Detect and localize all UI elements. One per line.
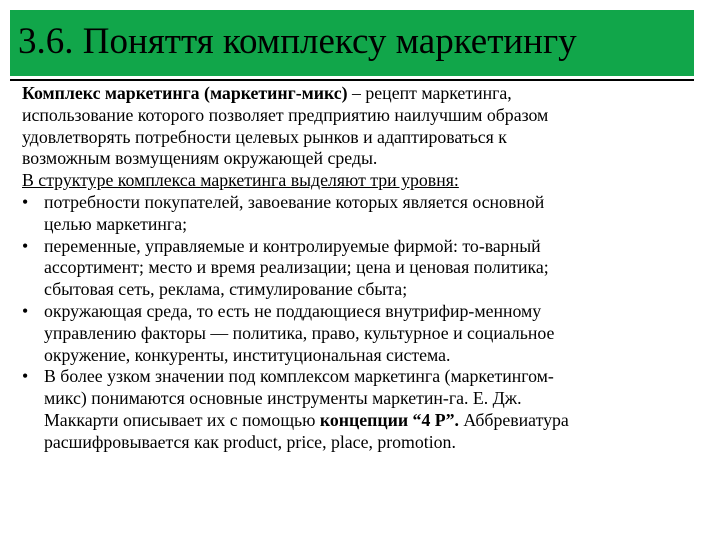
definition-line-3: удовлетворять потребности целевых рынков и адаптироваться к [22, 126, 507, 147]
title-banner [10, 10, 694, 76]
bullet-line: переменные, управляемые и контролируемые фирмой: то-варный [44, 235, 541, 256]
bullet-line: расшифровывается как product, price, place, promotion. [44, 431, 456, 452]
definition-paragraph [22, 83, 712, 170]
mccarthy-text: Маккарти описывает их с помощью [44, 409, 320, 430]
structure-intro: В структуре комплекса маркетинга выделяют три уровня: [22, 170, 459, 191]
bullet-line: управлению факторы — политика, право, культурное и социальное [44, 322, 555, 343]
definition-line-1 [22, 83, 712, 105]
list-item [22, 301, 712, 366]
definition-line-4: возможным возмущениям окружающей среды. [22, 148, 378, 169]
slide-body [22, 83, 712, 454]
bullet-icon: • [22, 366, 29, 387]
bullet-icon: • [22, 235, 29, 256]
bullet-line: целью маркетинга; [44, 213, 188, 234]
bullet-line: микс) понимаются основные инструменты маркетин-га. Е. Дж. [44, 388, 522, 409]
bullet-line: ассортимент; место и время реализации; цена и ценовая политика; [44, 257, 549, 278]
four-p-concept: концепции “4 P”. [319, 409, 459, 430]
bullet-line: окружение, конкуренты, институциональная система. [44, 344, 451, 365]
slide-title: 3.6. Поняття комплексу маркетингу [18, 21, 577, 62]
bullet-line: потребности покупателей, завоевание которых является основной [44, 191, 545, 212]
bullet-line: окружающая среда, то есть не поддающиеся внутрифир-менному [44, 300, 542, 321]
definition-term: Комплекс маркетинга (маркетинг-микс) [22, 83, 348, 103]
bullet-icon: • [22, 191, 29, 212]
list-item [22, 366, 712, 453]
list-item [22, 192, 712, 236]
bullet-icon: • [22, 300, 29, 321]
title-underline [10, 79, 694, 81]
abbreviation-text: Аббревиатура [458, 409, 569, 430]
list-item [22, 236, 712, 301]
levels-list [22, 192, 712, 454]
definition-line-2: использование которого позволяет предприятию наилучшим образом [22, 104, 549, 125]
bullet-line [44, 410, 712, 432]
bullet-line: сбытовая сеть, реклама, стимулирование сбыта; [44, 279, 408, 300]
definition-text: – рецепт маркетинга, [347, 83, 512, 103]
bullet-line: В более узком значении под комплексом маркетинга (маркетингом- [44, 366, 554, 387]
